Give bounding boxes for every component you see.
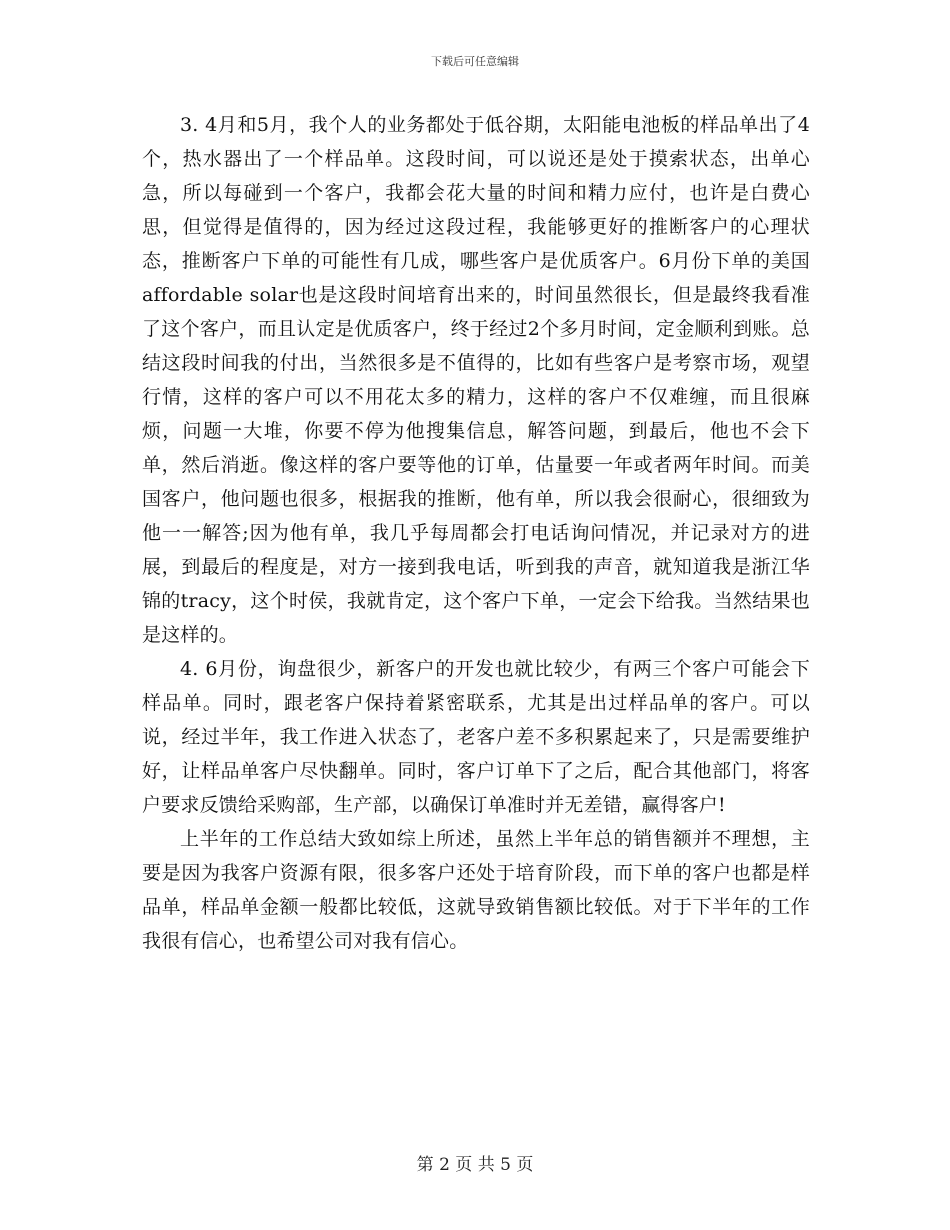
document-body <box>142 108 810 958</box>
page-header-note: 下载后可任意编辑 <box>431 55 519 68</box>
paragraph-item-4: 4. 6月份，询盘很少，新客户的开发也就比较少，有两三个客户可能会下样品单。同时，跟老客户保持着紧密联系，尤其是出过样品单的客户。可以说，经过半年，我工作进入状态了，老客户差不多积累起来了，只是需要维护好，让样品单客户尽快翻单。同时，客户订单下了之后，配合其他部门，将客户要求反馈给采购部，生产部，以确保订单准时并无差错，赢得客户! <box>142 658 810 816</box>
page-number: 第 2 页 共 5 页 <box>416 1155 534 1175</box>
paragraph-item-3: 3. 4月和5月，我个人的业务都处于低谷期，太阳能电池板的样品单出了4个，热水器出了一个样品单。这段时间，可以说还是处于摸索状态，出单心急，所以每碰到一个客户，我都会花大量的时间和精力应付，也许是白费心思，但觉得是值得的，因为经过这段过程，我能够更好的推断客户的心理状态，推断客户下单的可能性有几成，哪些客户是优质客户。6月份下单的美国affordable solar也是这段时间培育出来的，时间虽然很长，但是最终我看准了这个客户，而且认定是优质客户，终于经过2个多月时间，定金顺利到账。总结这段时间我的付出，当然很多是不值得的，比如有些客户是考察市场，观望行情，这样的客户可以不用花太多的精力，这样的客户不仅难缠，而且很麻烦，问题一大堆，你要不停为他搜集信息，解答问题，到最后，他也不会下单，然后消逝。像这样的客户要等他的订单，估量要一年或者两年时间。而美国客户，他问题也很多，根据我的推断，他有单，所以我会很耐心，很细致为他一一解答;因为他有单，我几乎每周都会打电话询问情况，并记录对方的进展，到最后的程度是，对方一接到我电话，听到我的声音，就知道我是浙江华锦的tracy，这个时侯，我就肯定，这个客户下单，一定会下给我。当然结果也是这样的。 <box>142 114 810 646</box>
paragraph-summary: 上半年的工作总结大致如综上所述，虽然上半年总的销售额并不理想，主要是因为我客户资源有限，很多客户还处于培育阶段，而下单的客户也都是样品单，样品单金额一般都比较低，这就导致销售额比较低。对于下半年的工作我很有信心，也希望公司对我有信心。 <box>142 828 810 952</box>
